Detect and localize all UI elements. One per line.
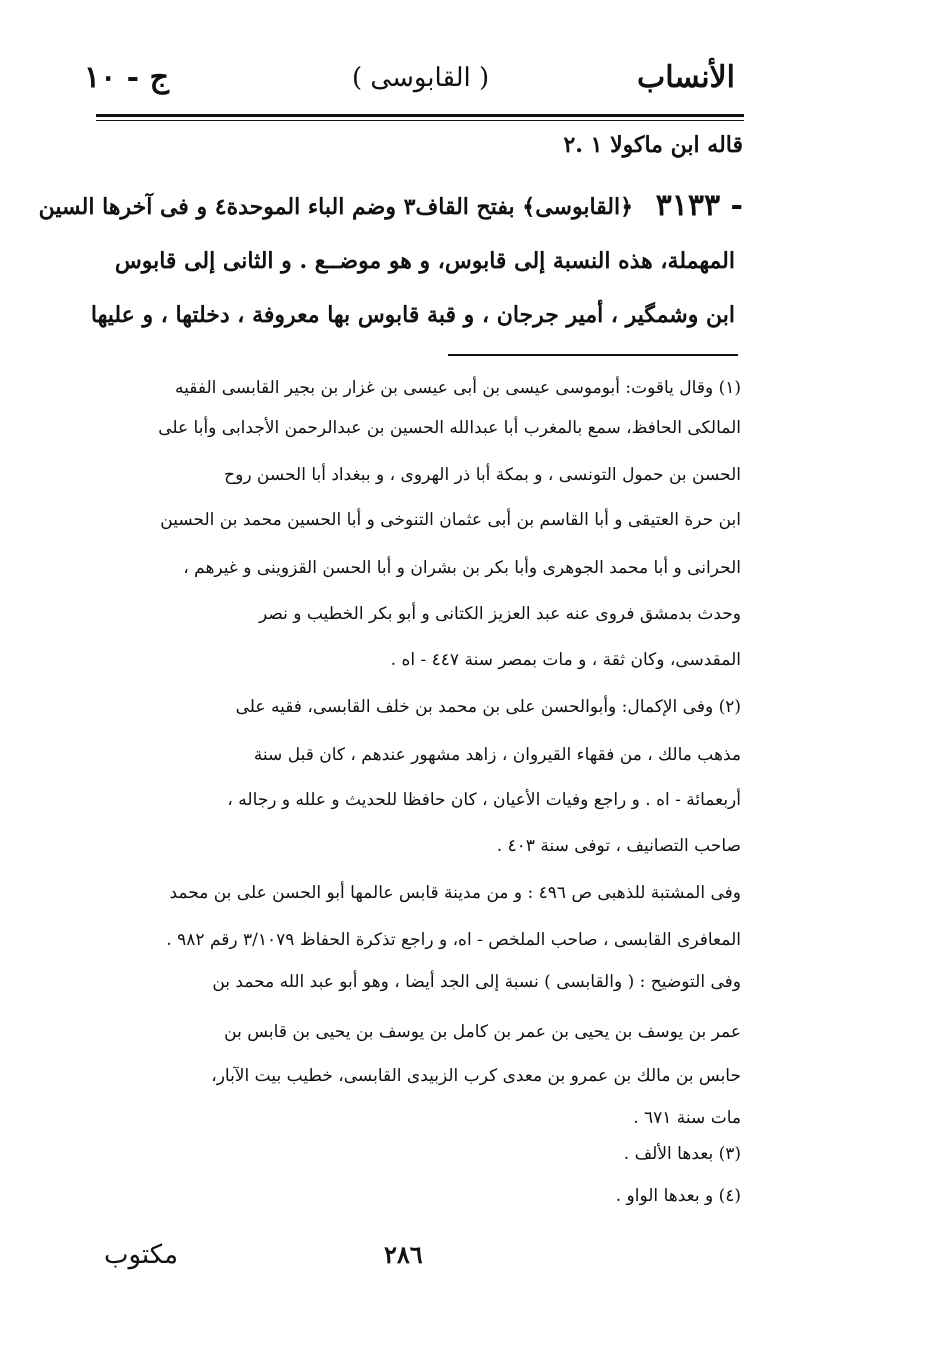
footnote-line: (٢) وفى الإكمال: وأبوالحسن على بن محمد بن خلف القابسى، فقيه على [235,697,741,717]
running-center-title: ( القابوسى ) [352,63,490,93]
footer-label: مكتوب [104,1240,179,1270]
main-line-4: ابن وشمگير ، أمير جرجان ، و قبة قابوس بها معروفة ، دخلتها ، و عليها [90,302,735,328]
footnote-line: (٤) و بعدها الواو . [615,1186,741,1206]
volume-label: ج - ١٠ [84,60,169,95]
footnote-line: الحرانى و أبا محمد الجوهرى وأبا بكر بن بشران و أبا الحسن القزوينى و غيرهم ، [183,558,741,578]
header-rule-thin [96,120,744,121]
footnote-line: المقدسى، وكان ثقة ، و مات بمصر سنة ٤٤٧ - اه . [390,650,741,670]
header-rule-thick [96,114,744,117]
footnote-line: مات سنة ٦٧١ . [633,1108,741,1128]
footnote-line: مذهب مالك ، من فقهاء القيروان ، زاهد مشهور عندهم ، كان قبل سنة [253,745,741,765]
footnote-line: حابس بن مالك بن عمرو بن معدى كرب الزبيدى القابسى، خطيب بيت الآبار، [211,1066,741,1086]
entry-number: ٣١٣٣ - [655,188,743,223]
footnote-line: (٣) بعدها الألف . [623,1144,741,1164]
footnote-line: المعافرى القابسى ، صاحب الملخص - اه، و راجع تذكرة الحفاظ ٣/١٠٧٩ رقم ٩٨٢ . [166,930,741,950]
main-line-2: ﴿القابوسى﴾ بفتح القاف٣ وضم الباء الموحدة٤ و فى آخرها السين [38,194,633,220]
footnote-line: عمر بن يوسف بن يحيى بن عمر بن كامل بن يوسف بن يحيى بن قابس بن [224,1022,741,1042]
footnote-line: وحدث بدمشق فروى عنه عبد العزيز الكتانى و أبو بكر الخطيب و نصر [259,604,741,624]
footnote-line: أربعمائة - اه . و راجع وفيات الأعيان ، كان حافظا للحديث و علله و رجاله ، [227,790,741,810]
main-line-3: المهملة، هذه النسبة إلى قابوس، و هو موضــع . و الثانى إلى قابوس [114,248,735,274]
footnote-line: (١) وقال ياقوت: أبوموسى عيسى بن أبى عيسى بن غزار بن بجير القابسى الفقيه [175,378,741,398]
main-line-1: قاله ابن ماكولا ١ .٢ [563,132,743,158]
running-title: الأنساب [637,60,735,95]
footnote-line: الحسن بن حمول التونسى ، و بمكة أبا ذر الهروى ، و ببغداد أبا الحسن روح [224,465,741,485]
footnote-line: وفى المشتبة للذهبى ص ٤٩٦ : و من مدينة قابس عالمها أبو الحسن على بن محمد [169,883,741,903]
footnote-line: صاحب التصانيف ، توفى سنة ٤٠٣ . [496,836,741,856]
footnote-line: ابن حرة العتيقى و أبا القاسم بن أبى عثمان التنوخى و أبا الحسين محمد بن الحسين [160,510,741,530]
footnote-line: وفى التوضيح : ( والقابسى ) نسبة إلى الجد أيضا ، وهو أبو عبد الله محمد بن [212,972,741,992]
footnote-separator [448,354,738,356]
footnote-line: المالكى الحافظ، سمع بالمغرب أبا عبدالله الحسين بن عبدالرحمن الأجدابى وأبا على [158,418,741,438]
page-number: ٢٨٦ [384,1240,423,1269]
